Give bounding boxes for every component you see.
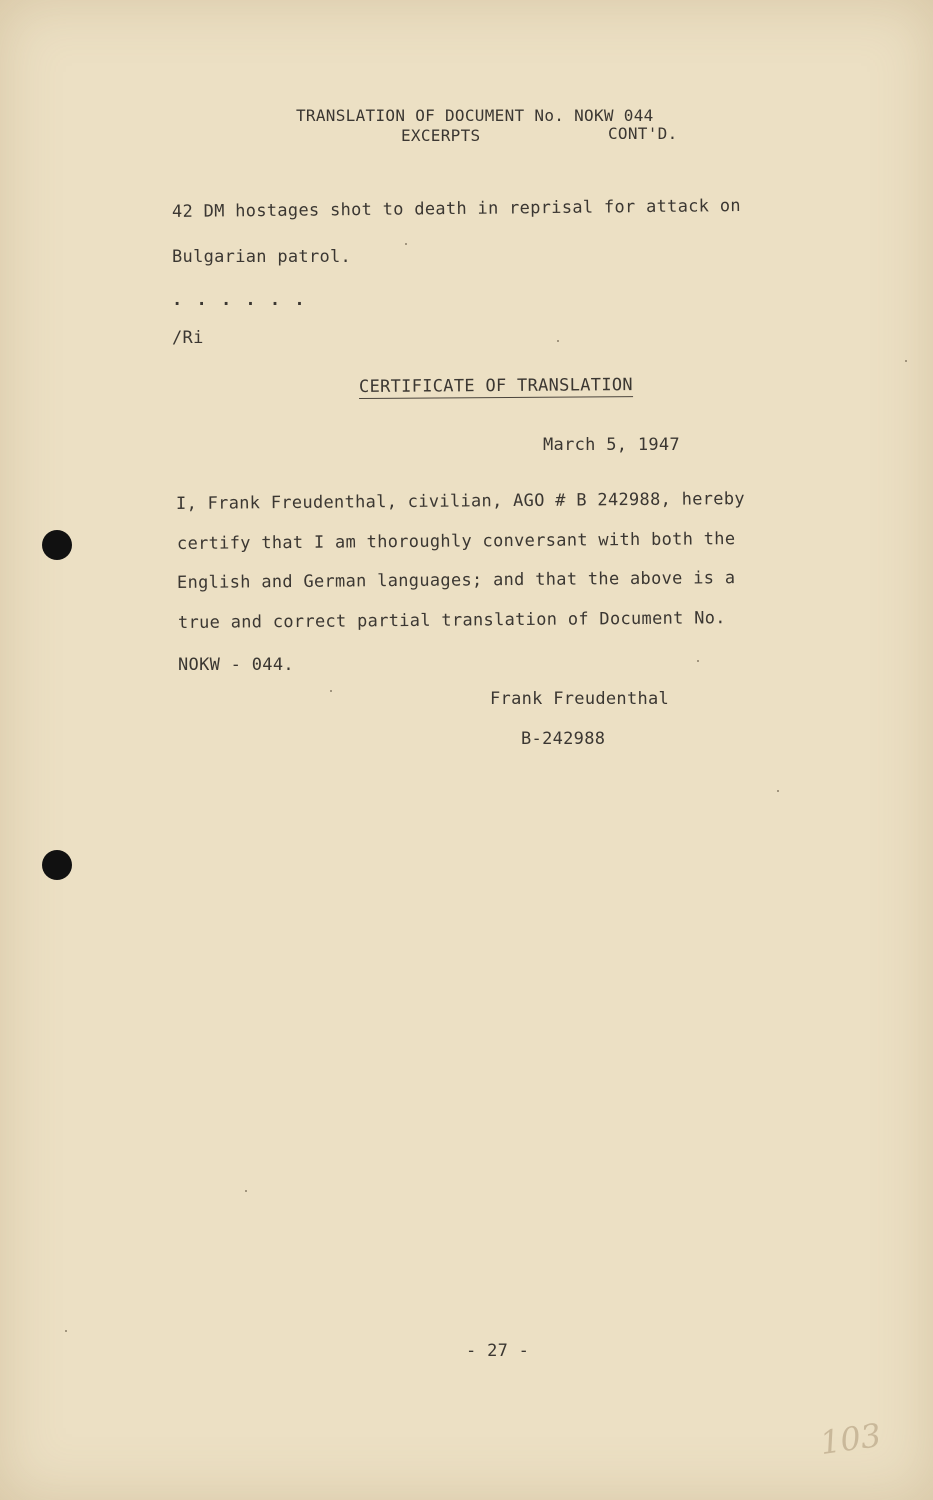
- paper-speck: [65, 1330, 67, 1332]
- certificate-body-line-4: true and correct partial translation of Document No.: [177, 608, 726, 633]
- paper-speck: [697, 660, 699, 662]
- certificate-title: CERTIFICATE OF TRANSLATION: [358, 375, 633, 397]
- excerpt-line-1: 42 DM hostages shot to death in reprisal for attack on: [171, 196, 741, 222]
- paper-speck: [557, 340, 559, 342]
- certificate-body-line-3: English and German languages; and that the above is a: [176, 568, 736, 593]
- typist-initials: /Ri: [172, 328, 204, 348]
- paper-speck: [905, 360, 907, 362]
- certificate-body-line-2: certify that I am thoroughly conversant with both the: [176, 529, 736, 554]
- punch-hole-bottom: [42, 850, 72, 880]
- folio-mark: 103: [817, 1415, 884, 1463]
- certificate-body-line-5: NOKW - 044.: [178, 655, 294, 675]
- paper-speck: [777, 790, 779, 792]
- paper-speck: [405, 243, 407, 245]
- header-contd: CONT'D.: [608, 124, 678, 143]
- punch-hole-top: [42, 530, 72, 560]
- excerpt-line-2: Bulgarian patrol.: [172, 247, 352, 267]
- signature-id: B-242988: [521, 729, 606, 749]
- page-number: - 27 -: [466, 1341, 530, 1361]
- paper-speck: [330, 690, 332, 692]
- certificate-body-line-1: I, Frank Freudenthal, civilian, AGO # B 242988, hereby: [175, 489, 745, 514]
- excerpt-ellipsis: . . . . . .: [172, 290, 307, 310]
- paper-speck: [245, 1190, 247, 1192]
- header-title: TRANSLATION OF DOCUMENT No. NOKW 044: [296, 106, 654, 125]
- certificate-date: March 5, 1947: [543, 435, 680, 455]
- signature-name: Frank Freudenthal: [490, 689, 670, 709]
- header-excerpts: EXCERPTS: [401, 126, 481, 145]
